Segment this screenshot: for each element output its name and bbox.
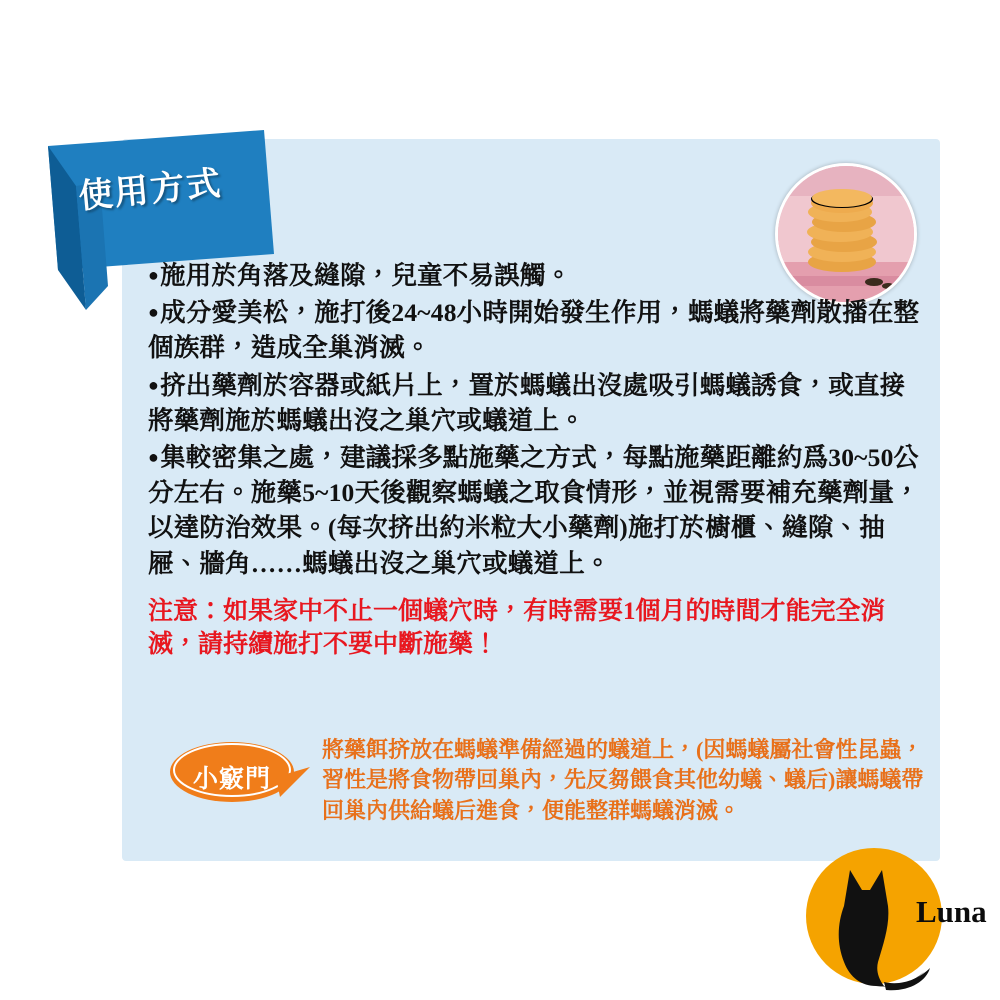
bullet-icon: ●	[148, 302, 160, 323]
section-title: 使用方式	[77, 165, 224, 217]
tip-text: 將藥餌挤放在螞蟻準備經過的蟻道上，(因螞蟻屬社會性昆蟲，習性是將食物帶回巢內，先反芻餵食其他幼蟻、蟻后)讓螞蟻帶回巢內供給蟻后進食，便能整群螞蟻消滅。	[322, 737, 924, 823]
bullet-icon: ●	[148, 446, 160, 467]
tip-label: 小竅門	[192, 766, 271, 793]
list-item-text: 挤出藥劑於容器或紙片上，置於螞蟻出沒處吸引螞蟻誘食，或直接將藥劑施於螞蟻出沒之巢穴或蟻道上。	[148, 370, 906, 435]
list-item	[148, 295, 928, 365]
instruction-list	[148, 258, 928, 583]
bullet-icon: ●	[148, 374, 160, 395]
tip-callout	[168, 737, 313, 811]
warning-note: 注意：如果家中不止一個蟻穴時，有時需要1個月的時間才能完全消滅，請持續施打不要中斷施藥！	[148, 598, 886, 658]
list-item	[148, 368, 928, 438]
bullet-icon: ●	[148, 265, 160, 285]
list-item-text: 成分愛美松，施打後24~48小時開始發生作用，螞蟻將藥劑散播在整個族群，造成全巢消滅。	[148, 298, 920, 363]
list-item	[148, 258, 928, 293]
list-item-text: 集較密集之處，建議採多點施藥之方式，每點施藥距離約爲30~50公分左右。施藥5~10天後觀察螞蟻之取食情形，並視需要補充藥劑量，以達防治效果。(每次挤出約米粒大小藥劑)施打於櫥櫃、縫隙、抽屜、牆角……螞蟻出沒之巢穴或蟻道上。	[148, 442, 920, 578]
watermark	[806, 848, 992, 994]
watermark-brand: Luna	[916, 894, 987, 929]
list-item-text: 施用於角落及縫隙，兒童不易誤觸。	[160, 261, 572, 290]
list-item	[148, 440, 928, 581]
